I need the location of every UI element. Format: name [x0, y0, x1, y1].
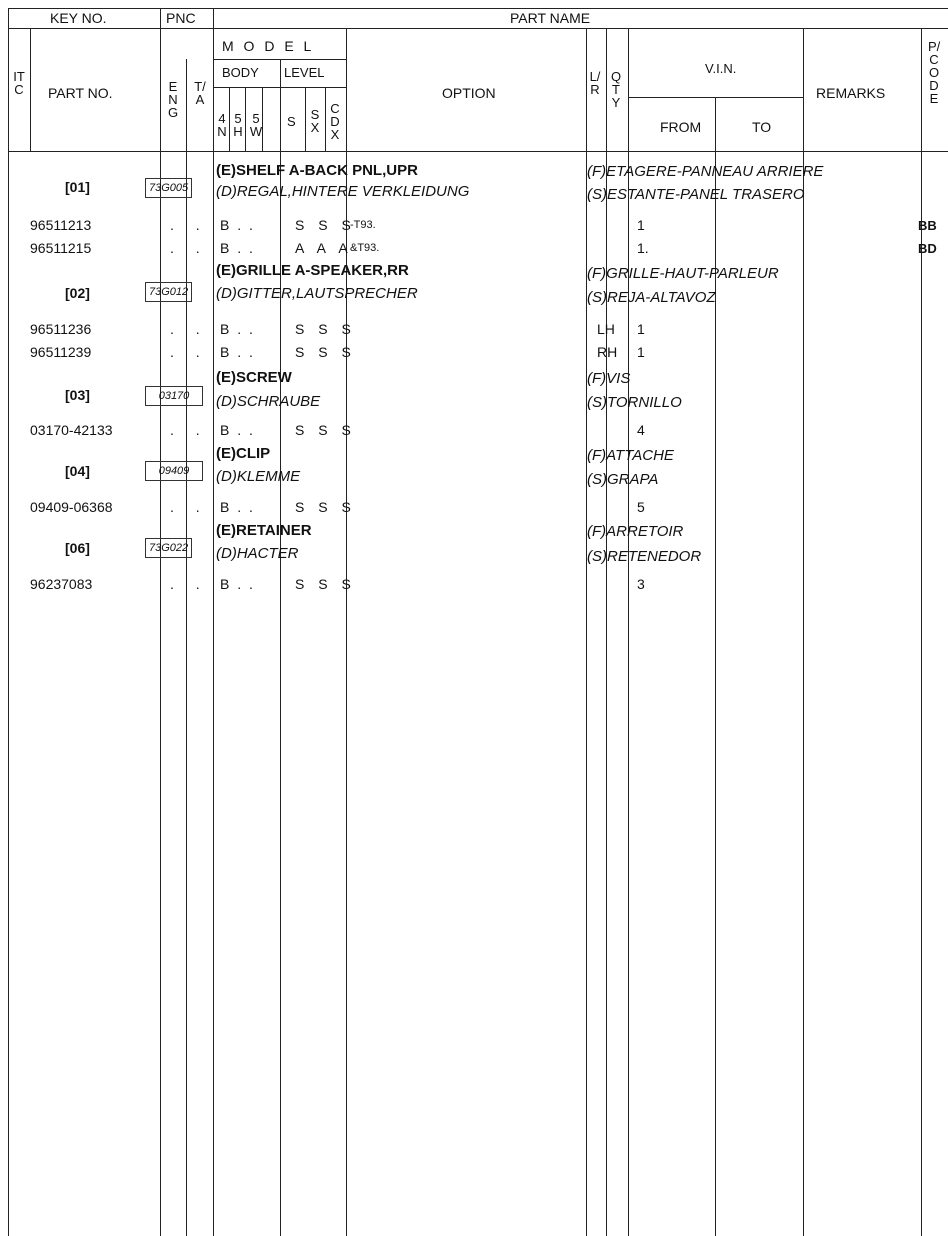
key-no: [04]: [65, 463, 90, 479]
part-name-fr: (F)ARRETOIR: [587, 523, 684, 540]
body-marks: B . .: [220, 422, 255, 438]
header-body-5w: 5W: [249, 111, 263, 139]
part-number: 03170-42133: [30, 422, 113, 438]
part-name-es: (S)ESTANTE-PANEL TRASERO: [587, 186, 805, 203]
pnc-box: 03170: [145, 386, 203, 406]
part-name-fr: (F)VIS: [587, 370, 631, 387]
header-part-name: PART NAME: [510, 10, 591, 26]
quantity: 3: [637, 576, 645, 592]
part-name-de: (D)GITTER,LAUTSPRECHER: [216, 285, 418, 302]
key-no: [01]: [65, 179, 90, 195]
level-marks: S S S: [295, 499, 356, 515]
part-number: 96511213: [30, 217, 92, 233]
eng-ta-marks: . .: [170, 499, 209, 515]
key-no: [02]: [65, 285, 90, 301]
header-part-no: PART NO.: [48, 85, 113, 101]
header-lr: L/R: [589, 69, 601, 97]
level-marks: S S S: [295, 321, 356, 337]
part-name-fr: (F)GRILLE-HAUT-PARLEUR: [587, 265, 779, 282]
option-code: &T93.: [350, 242, 380, 254]
part-name-es: (S)TORNILLO: [587, 394, 682, 411]
header-itc: ITC: [13, 69, 25, 97]
pnc-box: 73G012: [145, 282, 192, 302]
quantity: 5: [637, 499, 645, 515]
body-marks: B . .: [220, 344, 255, 360]
quantity: 4: [637, 422, 645, 438]
eng-ta-marks: . .: [170, 422, 209, 438]
header-to: TO: [752, 119, 772, 135]
part-name-en: (E)GRILLE A-SPEAKER,RR: [216, 262, 409, 279]
header-from: FROM: [660, 119, 702, 135]
quantity: 1.: [637, 240, 649, 256]
part-name-de: (D)HACTER: [216, 545, 299, 562]
option-code: -T93.: [350, 219, 376, 231]
part-name-de: (D)KLEMME: [216, 468, 301, 485]
part-number: 96511239: [30, 344, 92, 360]
left-right: RH: [597, 344, 618, 360]
part-name-de: (D)REGAL,HINTERE VERKLEIDUNG: [216, 183, 470, 200]
body-marks: B . .: [220, 321, 255, 337]
header-level: LEVEL: [284, 65, 325, 80]
part-number: 96511236: [30, 321, 92, 337]
header-ta: T/A: [194, 79, 206, 107]
level-marks: A A A: [295, 240, 353, 256]
part-name-en: (E)SCREW: [216, 369, 292, 386]
eng-ta-marks: . .: [170, 240, 209, 256]
quantity: 1: [637, 344, 645, 360]
part-name-fr: (F)ETAGERE-PANNEAU ARRIERE: [587, 163, 824, 180]
header-body: BODY: [222, 65, 259, 80]
header-level-cdx: CDX: [330, 101, 340, 142]
header-vin: V.I.N.: [705, 61, 737, 76]
part-name-en: (E)RETAINER: [216, 522, 312, 539]
body-marks: B . .: [220, 576, 255, 592]
body-marks: B . .: [220, 240, 255, 256]
part-name-es: (S)GRAPA: [587, 471, 659, 488]
eng-ta-marks: . .: [170, 321, 209, 337]
header-body-5h: 5H: [233, 111, 243, 139]
header-model: M O D E L: [222, 38, 315, 54]
level-marks: S S S: [295, 576, 356, 592]
body-marks: B . .: [220, 499, 255, 515]
header-qty: QTY: [610, 69, 622, 110]
part-name-en: (E)SHELF A-BACK PNL,UPR: [216, 162, 418, 179]
pnc-box: 09409: [145, 461, 203, 481]
header-eng: ENG: [167, 79, 179, 120]
eng-ta-marks: . .: [170, 344, 209, 360]
body-marks: B . .: [220, 217, 255, 233]
header-level-sx: SX: [310, 107, 320, 135]
pnc-box: 73G005: [145, 178, 192, 198]
header-remarks: REMARKS: [816, 85, 886, 101]
part-name-fr: (F)ATTACHE: [587, 447, 674, 464]
eng-ta-marks: . .: [170, 576, 209, 592]
header-pnc: PNC: [166, 10, 196, 26]
key-no: [03]: [65, 387, 90, 403]
header-key-no: KEY NO.: [50, 10, 107, 26]
part-number: 96237083: [30, 576, 93, 592]
part-name-en: (E)CLIP: [216, 445, 271, 462]
level-marks: S S S: [295, 422, 356, 438]
part-number: 96511215: [30, 240, 92, 256]
pnc-box: 73G022: [145, 538, 192, 558]
eng-ta-marks: . .: [170, 217, 209, 233]
key-no: [06]: [65, 540, 90, 556]
level-marks: S S S: [295, 344, 356, 360]
left-right: LH: [597, 321, 615, 337]
p-code: BD: [918, 241, 937, 256]
part-name-es: (S)REJA-ALTAVOZ: [587, 289, 716, 306]
quantity: 1: [637, 217, 645, 233]
level-marks: S S S: [295, 217, 356, 233]
header-level-s: S: [287, 114, 296, 129]
header-body-4n: 4N: [217, 111, 227, 139]
part-name-de: (D)SCHRAUBE: [216, 393, 321, 410]
part-number: 09409-06368: [30, 499, 113, 515]
header-option: OPTION: [442, 85, 496, 101]
quantity: 1: [637, 321, 645, 337]
header-pcode: P/CODE: [928, 39, 941, 106]
p-code: BB: [918, 218, 937, 233]
part-name-es: (S)RETENEDOR: [587, 548, 702, 565]
